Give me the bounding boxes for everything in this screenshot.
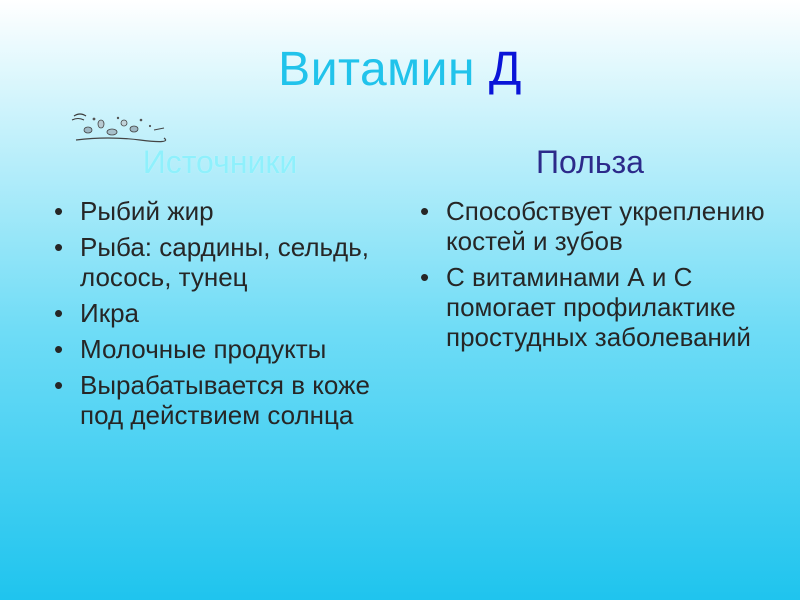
list-item: • Рыба: сардины, сельдь, лосось, тунец [54,232,369,292]
list-item: • Вырабатывается в коже под действием солнца [54,370,370,430]
list-item: • Рыбий жир [54,196,214,226]
title-accent: Д [488,43,522,96]
bullet-icon: • [54,334,64,364]
bullet-icon: • [54,298,64,328]
bullet-icon: • [420,196,430,226]
list-item: • Икра [54,298,139,328]
list-item: • Молочные продукты [54,334,327,364]
benefits-list [418,196,778,358]
bullet-icon: • [420,262,430,292]
list-item: • С витаминами А и С помогает профилактике простудных заболеваний [420,262,751,352]
water-splash-icon [68,110,168,146]
sources-list [52,196,382,436]
bullet-icon: • [54,370,64,400]
bullet-icon: • [54,232,64,262]
sources-heading: Источники [142,144,298,180]
title-main: Витамин [278,43,475,96]
bullet-icon: • [54,196,64,226]
slide-title [0,42,800,97]
benefits-heading: Польза [536,144,644,180]
list-item: • Способствует укреплению костей и зубов [420,196,765,256]
